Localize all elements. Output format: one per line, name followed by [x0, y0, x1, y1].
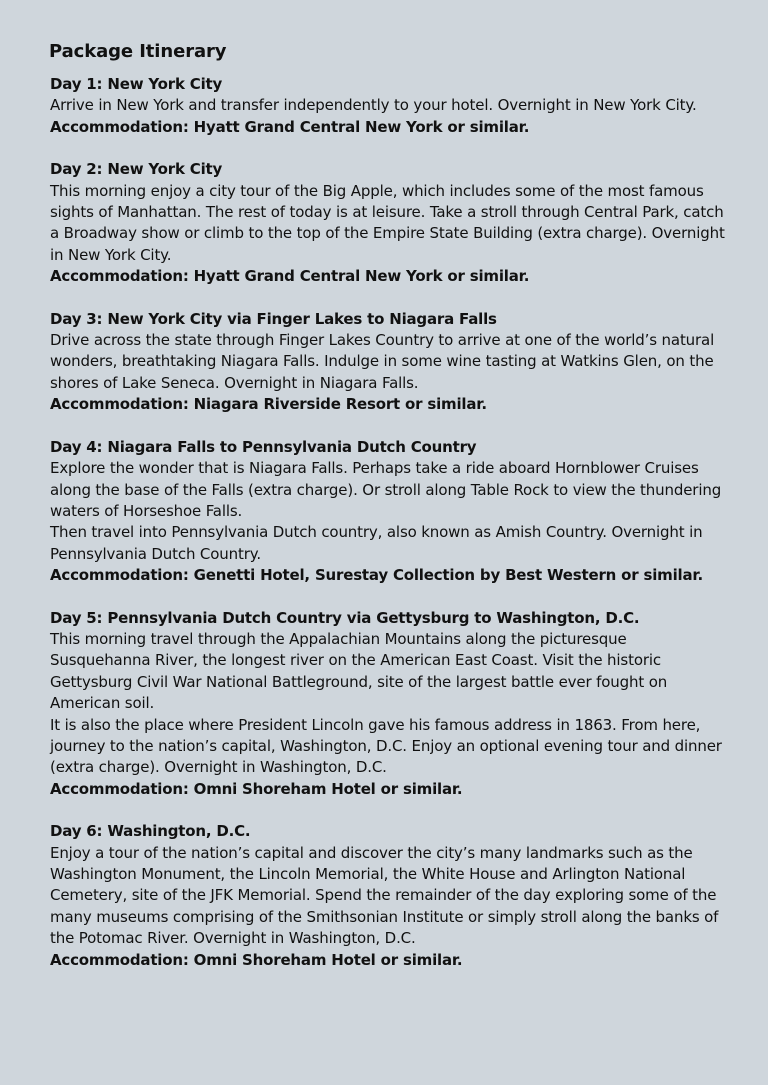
day-4-description-continued: Then travel into Pennsylvania Dutch country, also known as Amish Country. Overnight in Pennsylvania Dutch Country.: [50, 523, 703, 563]
day-5-description: This morning travel through the Appalachian Mountains along the picturesque Susquehanna River, the longest river on the American East Coast. Visit the historic Gettysburg Civil War National Battleground, site of the largest battle ever fought on American soil.: [50, 629, 668, 713]
day-5-title: Day 5: Pennsylvania Dutch Country via Gettysburg to Washington, D.C.: [50, 608, 640, 627]
day-3-description: Drive across the state through Finger Lakes Country to arrive at one of the world’s natural wonders, breathtaking Niagara Falls. Indulge in some wine tasting at Watkins Glen, on the shores of Lake Seneca. Overnight in Niagara Falls.: [50, 331, 715, 392]
day-1-description: Arrive in New York and transfer independently to your hotel. Overnight in New York City.: [50, 96, 697, 115]
day-3-section: [50, 309, 728, 416]
day-4-title: Day 4: Niagara Falls to Pennsylvania Dutch Country: [50, 437, 477, 456]
day-2-title: Day 2: New York City: [50, 160, 223, 179]
day-5-accommodation: Accommodation: Omni Shoreham Hotel or similar.: [50, 779, 463, 798]
day-4-accommodation: Accommodation: Genetti Hotel, Surestay Collection by Best Western or similar.: [50, 566, 703, 585]
day-1-title: Day 1: New York City: [50, 75, 223, 93]
day-6-title: Day 6: Washington, D.C.: [50, 822, 251, 841]
day-6-description: Enjoy a tour of the nation’s capital and discover the city’s many landmarks such as the Washington Monument, the Lincoln Memorial, the White House and Arlington National Cemetery, site of the JFK Memorial. Spend the remainder of the day exploring some of the many museums comprising of the Smithsonian Institute or simply stroll along the banks of the Potomac River. Overnight in Washington, D.C.: [50, 843, 719, 948]
day-2-section: [50, 159, 728, 287]
day-2-description: This morning enjoy a city tour of the Big Apple, which includes some of the most famous sights of Manhattan. The rest of today is at leisure. Take a stroll through Central Park, catch a Broadway show or climb to the top of the Empire State Building (extra charge). Overnight in New York City.: [50, 181, 725, 264]
day-5-section: [50, 608, 728, 801]
day-4-section: [50, 437, 728, 587]
page-title: Package Itinerary: [49, 41, 227, 62]
day-3-accommodation: Accommodation: Niagara Riverside Resort or similar.: [50, 395, 487, 414]
day-1-accommodation: Accommodation: Hyatt Grand Central New York or similar.: [50, 117, 530, 136]
day-3-title: Day 3: New York City via Finger Lakes to Niagara Falls: [50, 309, 497, 328]
day-4-description: Explore the wonder that is Niagara Falls. Perhaps take a ride aboard Hornblower Cruises along the base of the Falls (extra charge). Or stroll along Table Rock to view the thundering waters of Horseshoe Falls.: [50, 459, 722, 520]
day-2-accommodation: Accommodation: Hyatt Grand Central New York or similar.: [50, 267, 530, 286]
day-1-section: [50, 74, 728, 138]
day-5-description-continued: It is also the place where President Lincoln gave his famous address in 1863. From here, journey to the nation’s capital, Washington, D.C. Enjoy an optional evening tour and dinner (extra charge). Overnight in Washington, D.C.: [50, 715, 722, 777]
day-6-section: [50, 821, 728, 971]
day-6-accommodation: Accommodation: Omni Shoreham Hotel or similar.: [50, 950, 463, 969]
